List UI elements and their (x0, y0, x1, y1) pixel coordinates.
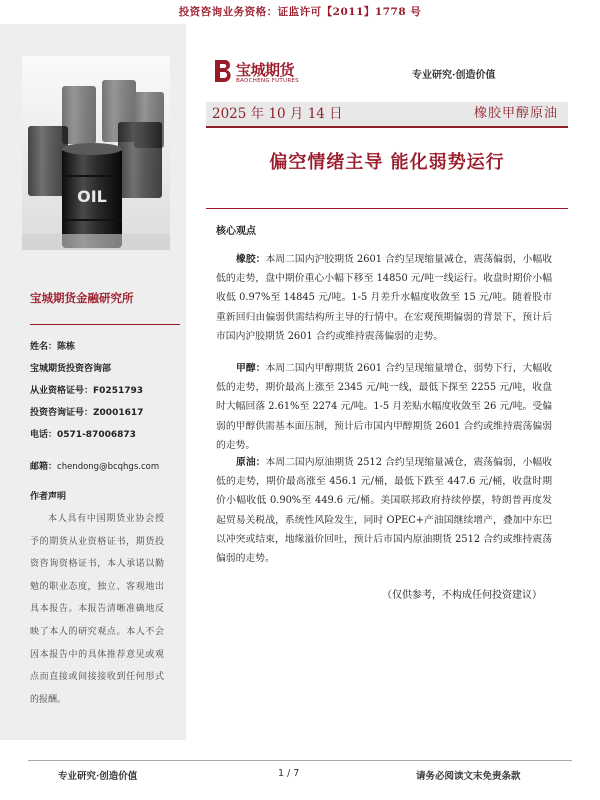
author-info (30, 336, 180, 711)
barrel-label: OIL (77, 187, 107, 206)
author-name: 陈栋 (57, 342, 76, 352)
email-address[interactable]: chendong@bcqhgs.com (57, 462, 160, 472)
email-label: 邮箱： (30, 462, 58, 472)
qualification-line: 投资咨询业务资格：证监许可【2011】1778 号 (178, 6, 422, 18)
slogan: 专业研究·创造价值 (412, 70, 496, 81)
declaration-title: 作者声明 (30, 492, 67, 502)
report-date: 2025 年 10 月 14 日 (212, 106, 343, 122)
crude-text: 本周二国内原油期货 2512 合约呈现缩量减仓，震荡偏弱，小幅收低的走势，期价最高涨至 456.1 元/桶，最低下跌至 447.6 元/桶，收盘时期价小幅收低 0.90%至 449.6 元/桶。美国联邦政府持续停摆，特朗普再度发起贸易关税战，系统性风险发生，同时 OPEC+产油国继续增产，叠加中东巴以冲突或结束，地缘溢价回吐，预计后市国内原油期货 2512 合约或维持震荡偏弱的走势。 (216, 457, 552, 565)
logo-icon (212, 58, 234, 84)
oil-barrels-photo (22, 56, 170, 250)
methanol-label: 甲醇： (236, 363, 266, 374)
crude-label: 原油： (236, 457, 266, 468)
sidebar-divider (30, 324, 180, 325)
methanol-text: 本周二国内甲醇期货 2601 合约呈现缩量增仓，弱势下行，大幅收低的走势，期价最高上涨至 2345 元/吨一线，最低下探至 2255 元/吨，收盘时大幅回落 2.61%至 2274 元/吨。1-5 月差贴水幅度收敛至 26 元/吨。受偏弱的甲醇供需基本面压制，预计后市国内甲醇期货 2601 合约或维持震荡偏弱的走势。 (216, 363, 552, 451)
institute-name: 宝城期货金融研究所 (30, 291, 134, 305)
logo-english: BAOCHENG FUTURES (236, 78, 299, 84)
oil-barrels-illustration (22, 56, 170, 250)
report-category: 橡胶甲醇原油 (473, 106, 558, 121)
rubber-label: 橡胶： (236, 254, 266, 265)
methanol-paragraph (216, 359, 552, 455)
advisory-number: Z0001617 (93, 408, 144, 418)
logo-name: 宝城期货 (236, 61, 295, 79)
rubber-paragraph (216, 250, 552, 346)
phone-number: 0571-87006873 (57, 430, 136, 440)
rubber-text: 本周二国内沪胶期货 2601 合约呈现缩量减仓，震荡偏弱，小幅收低的走势，盘中期价重心小幅下移至 14850 元/吨一线运行。收盘时期价小幅收低 0.97%至 14845 元/吨。1-5 月差升水幅度收敛至 15 元/吨。随着股市重新回归由偏弱供需结构所主导的行情中。在宏观预期偏弱的背景下，预计后市国内沪胶期货 2601 合约或维持震荡偏弱的走势。 (216, 254, 552, 342)
title-divider (206, 208, 568, 209)
company-logo (212, 58, 312, 88)
report-title: 偏空情绪主导 能化弱势运行 (269, 152, 505, 173)
sidebar (0, 24, 186, 740)
cert-number: F0251793 (93, 386, 143, 396)
footer-slogan: 专业研究·创造价值 (58, 771, 138, 782)
footer-notice: 请务必阅读文末免责条款 (416, 771, 521, 782)
section-title: 核心观点 (216, 226, 256, 237)
cert-label: 从业资格证号： (30, 386, 94, 396)
footer-divider (28, 760, 572, 761)
page-number: 1 / 7 (278, 768, 300, 779)
report-banner (206, 102, 568, 128)
crude-paragraph (216, 453, 552, 568)
phone-label: 电话： (30, 430, 58, 440)
declaration-body: 本人具有中国期货业协会授予的期货从业资格证书，期货投资咨询资格证书，本人承诺以勤勉的职业态度，独立、客观地出具本报告。本报告清晰准确地反映了本人的研究观点。本人不会因本报告中的具体推荐意见或观点而直接或间接接收到任何形式的报酬。 (30, 514, 164, 705)
department: 宝城期货投资咨询部 (30, 364, 112, 374)
author-label: 姓名： (30, 342, 58, 352)
advisory-label: 投资咨询证号： (30, 408, 94, 418)
disclaimer: （仅供参考，不构成任何投资建议） (382, 590, 542, 601)
